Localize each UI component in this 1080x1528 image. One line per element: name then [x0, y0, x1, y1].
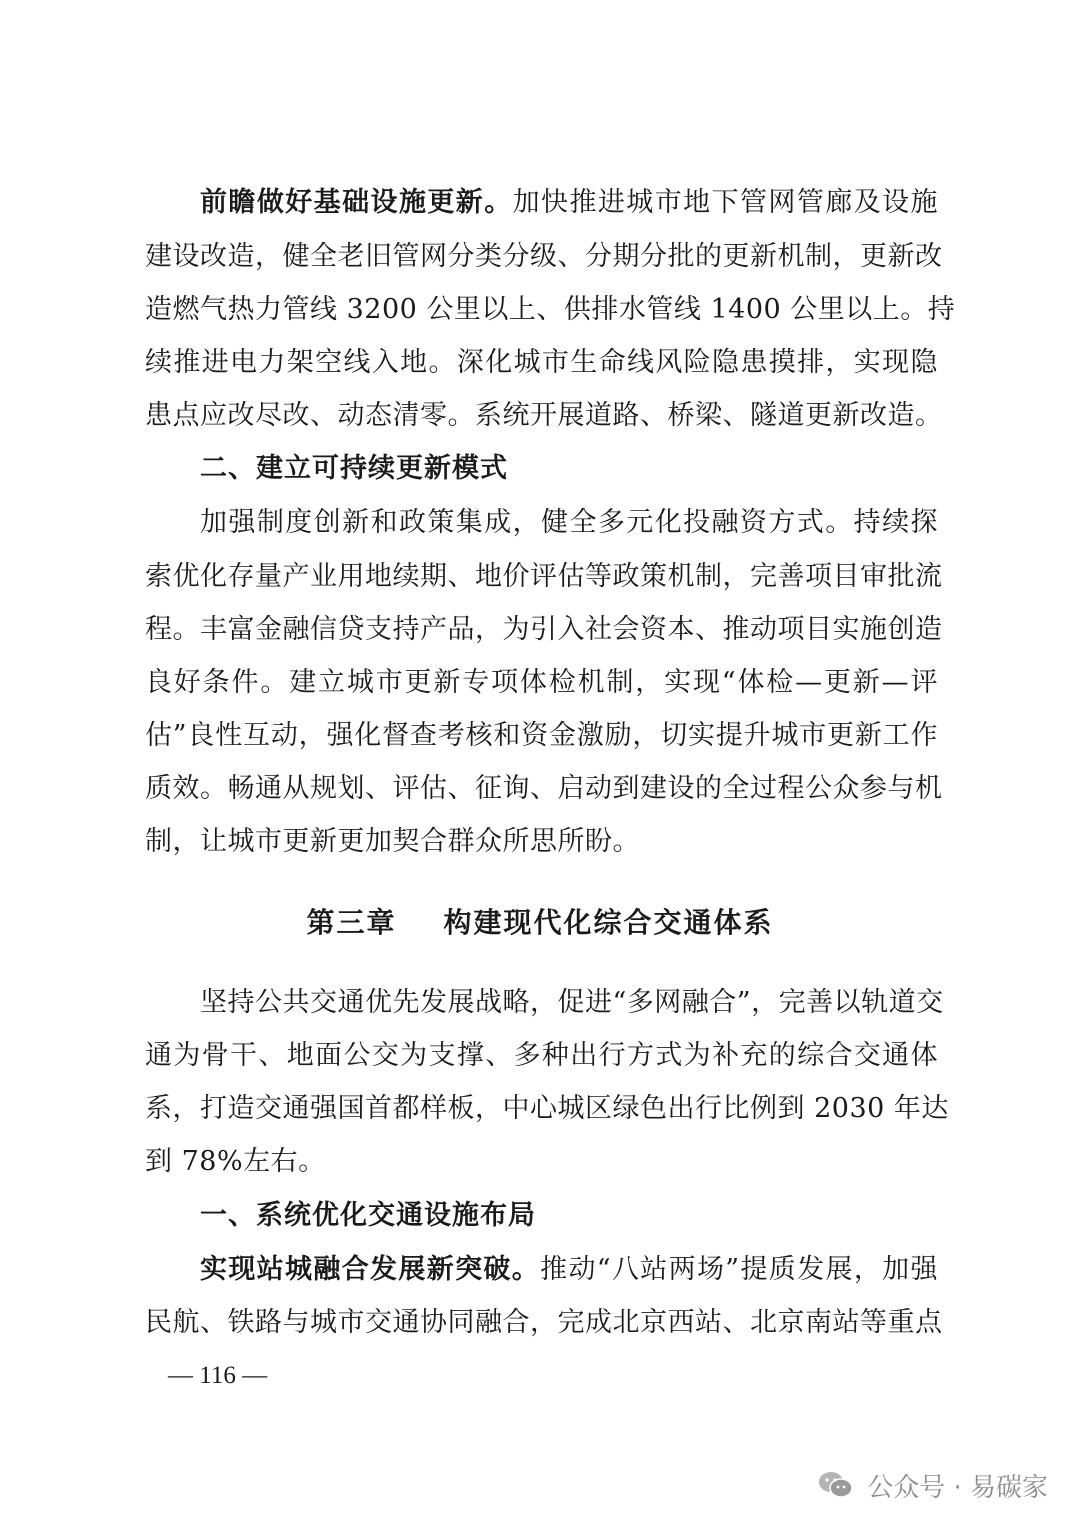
paragraph-line: 造燃气热力管线 3200 公里以上、供排水管线 1400 公里以上。持	[145, 294, 956, 325]
paragraph-line: 通为骨干、地面公交为支撑、多种出行方式为补充的综合交通体	[145, 1040, 938, 1071]
paragraph-line: 建设改造，健全老旧管网分类分级、分期分批的更新机制，更新改	[145, 241, 943, 272]
paragraph-line: 良好条件。建立城市更新专项体检机制，实现“体检—更新—评	[145, 667, 938, 698]
watermark	[817, 1465, 1048, 1505]
section-heading: 一、系统优化交通设施布局	[200, 1200, 536, 1231]
paragraph-lead-bold: 前瞻做好基础设施更新。	[200, 187, 513, 218]
paragraph-line: 索优化存量产业用地续期、地价评估等政策机制，完善项目审批流	[145, 561, 943, 592]
paragraph-text: 推动“八站两场”提质发展，加强	[540, 1254, 939, 1285]
paragraph-line: 到 78%左右。	[145, 1146, 326, 1177]
watermark-text: 公众号 · 易碳家	[867, 1472, 1048, 1503]
paragraph-line: 加强制度创新和政策集成，健全多元化投融资方式。持续探	[200, 507, 938, 538]
chapter-number: 第三章	[306, 906, 397, 939]
section-heading: 二、建立可持续更新模式	[200, 453, 508, 484]
paragraph-line: 程。丰富金融信贷支持产品，为引入社会资本、推动项目实施创造	[145, 614, 943, 645]
paragraph-lead-bold: 实现站城融合发展新突破。	[200, 1254, 541, 1285]
paragraph-line: 质效。畅通从规划、评估、征询、启动到建设的全过程公众参与机	[145, 773, 943, 804]
paragraph-line: 估”良性互动，强化督查考核和资金激励，切实提升城市更新工作	[145, 720, 938, 751]
paragraph-text: 加快推进城市地下管网管廊及设施	[512, 187, 939, 218]
paragraph-line: 制，让城市更新更加契合群众所思所盼。	[145, 826, 640, 857]
chapter-title	[0, 903, 1080, 943]
wechat-icon	[817, 1469, 855, 1501]
paragraph-line: 续推进电力架空线入地。深化城市生命线风险隐患摸排，实现隐	[145, 347, 938, 378]
paragraph-line	[200, 1250, 938, 1290]
paragraph-line: 患点应改尽改、动态清零。系统开展道路、桥梁、隧道更新改造。	[145, 400, 943, 431]
paragraph-line: 系，打造交通强国首都样板，中心城区绿色出行比例到 2030 年达	[145, 1093, 949, 1124]
paragraph-line	[200, 183, 938, 223]
paragraph-line: 坚持公共交通优先发展战略，促进“多网融合”，完善以轨道交	[200, 987, 944, 1018]
paragraph-line: 民航、铁路与城市交通协同融合，完成北京西站、北京南站等重点	[145, 1307, 943, 1338]
page-number: — 116 —	[168, 1362, 268, 1389]
chapter-name: 构建现代化综合交通体系	[443, 906, 774, 939]
